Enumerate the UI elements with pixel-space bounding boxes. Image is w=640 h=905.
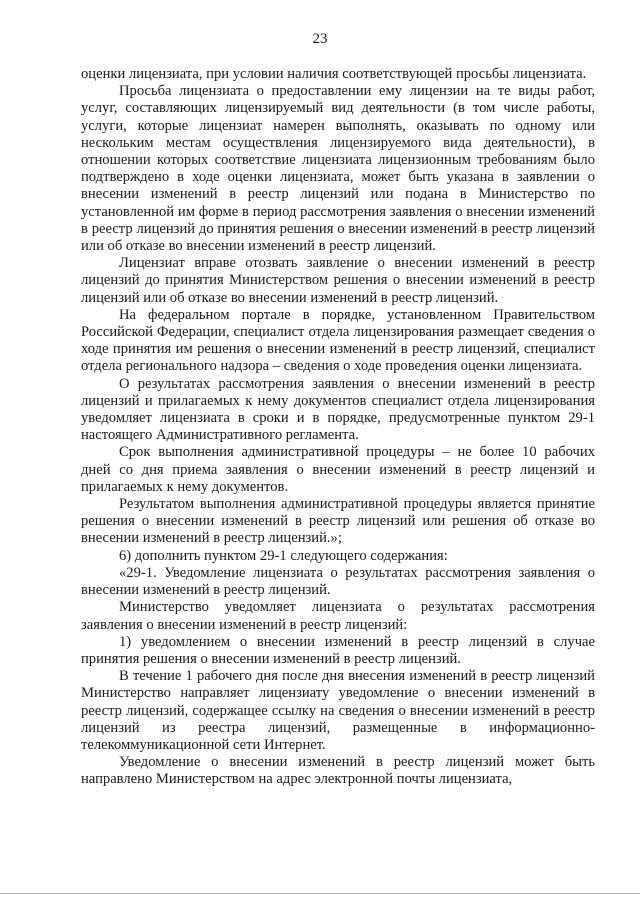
paragraph-withdraw-application: Лицензиат вправе отозвать заявление о внесении изменений в реестр лицензий до принятия Министерством решения о внесении изменений в реестр лицензий или об отказе во внесении изменений в реестр лицензий. <box>81 255 595 306</box>
paragraph-license-request: Просьба лицензиата о предоставлении ему лицензии на те виды работ, услуг, составляющих лицензируемый вид деятельности (в том числе работы, услуги, которые лицензиат намерен выполнять, оказывать по одному или нескольким местам осуществления лицензируемого вида деятельности), в отношении которых соответствие лицензиата лицензионным требованиям было подтверждено в ходе оценки лицензиата, может быть указана в заявлении о внесении изменений в реестр лицензий или подана в Министерство по установленной им форме в период рассмотрения заявления о внесении изменений в реестр лицензий до принятия решения о внесении изменений в реестр лицензий или об отказе во внесении изменений в реестр лицензий. <box>81 83 595 255</box>
page-number: 23 <box>312 31 328 47</box>
paragraph-ministry-notifies: Министерство уведомляет лицензиата о результатах рассмотрения заявления о внесении изменений в реестр лицензий: <box>81 599 595 633</box>
document-body <box>81 66 595 789</box>
paragraph-email-notification: Уведомление о внесении изменений в реестр лицензий может быть направлено Министерством на адрес электронной почты лицензиата, <box>81 754 595 788</box>
paragraph-clause-29-1-heading: «29-1. Уведомление лицензиата о результатах рассмотрения заявления о внесении изменений в реестр лицензий. <box>81 564 595 599</box>
paragraph-federal-portal: На федеральном портале в порядке, установленном Правительством Российской Федерации, специалист отдела лицензирования размещает сведения о ходе принятия им решения о внесении изменений в реестр лицензий, специалист отдела регионального надзора – сведения о ходе проведения оценки лицензиата. <box>81 306 595 375</box>
paragraph-amendment-item: 6) дополнить пунктом 29-1 следующего содержания: <box>119 547 448 564</box>
paragraph-procedure-term: Срок выполнения административной процедуры – не более 10 рабочих дней со дня приема заявления о внесении изменений в реестр лицензий и прилагаемых к нему документов. <box>81 444 595 495</box>
paragraph-notification-deadline: В течение 1 рабочего дня после дня внесения изменений в реестр лицензий Министерство направляет лицензиату уведомление о внесении изменений в реестр лицензий, содержащее ссылку на сведения о внесении изменений в реестр лицензий из реестра лицензий, размещенные в информационно-телекоммуникационной сети Интернет. <box>81 668 595 753</box>
paragraph-procedure-result: Результатом выполнения административной процедуры является принятие решения о внесении изменений в реестр лицензий или решения об отказе во внесении изменений в реестр лицензий.»; <box>81 496 595 547</box>
paragraph-review-results: О результатах рассмотрения заявления о внесении изменений в реестр лицензий и прилагаемых к нему документов специалист отдела лицензирования уведомляет лицензиата в сроки и в порядке, предусмотренные пунктом 29-1 настоящего Административного регламента. <box>81 375 595 444</box>
scan-edge-line <box>0 893 640 894</box>
paragraph-notification-item-1: 1) уведомлением о внесении изменений в реестр лицензий в случае принятия решения о внесении изменений в реестр лицензий. <box>81 633 595 667</box>
paragraph-continuation: оценки лицензиата, при условии наличия соответствующей просьбы лицензиата. <box>81 66 587 82</box>
